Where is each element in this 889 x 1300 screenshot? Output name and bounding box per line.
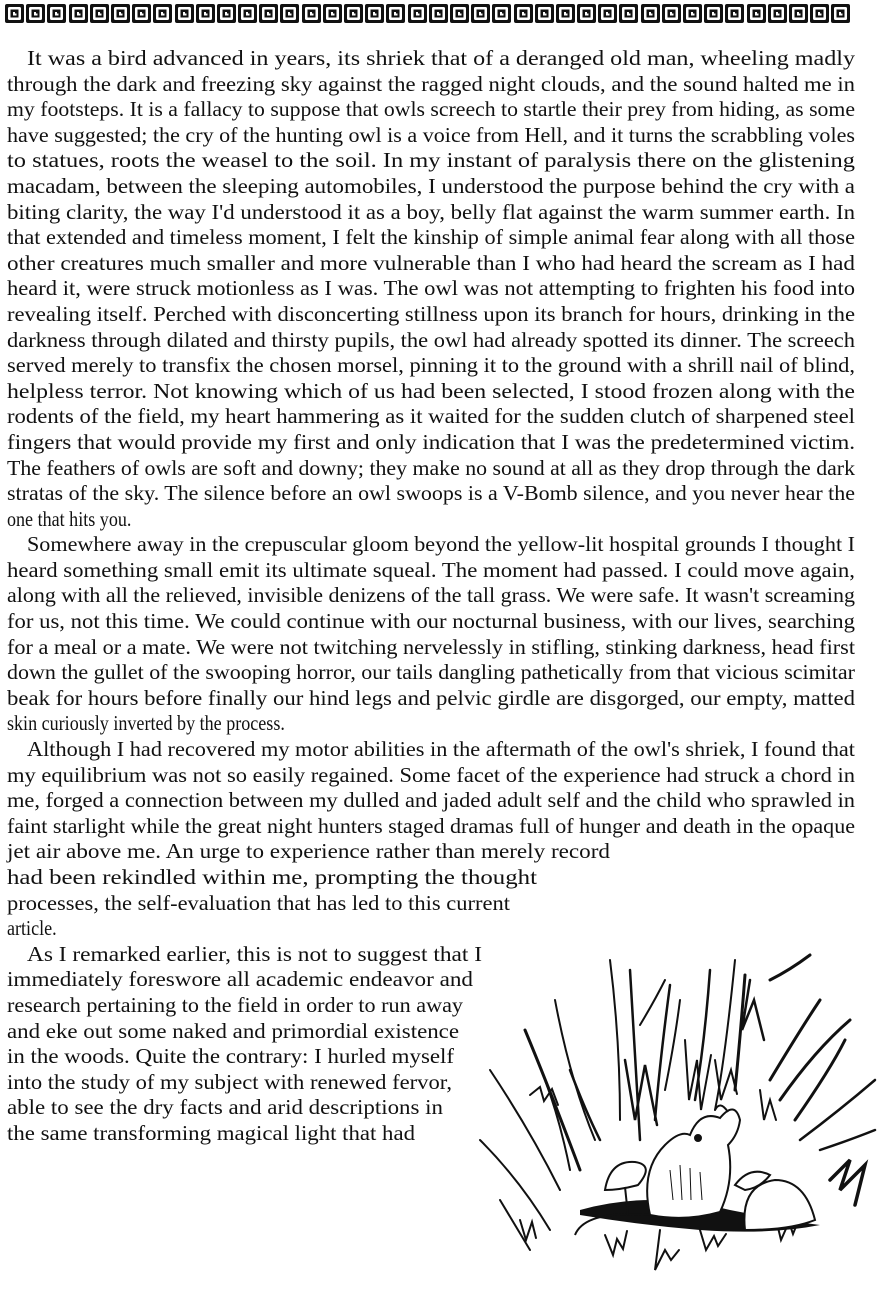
- text-line-content: beak for hours before finally our hind legs and pelvic girdle are disgorged, our empty, matted: [7, 685, 855, 710]
- square-spiral-icon: [809, 3, 830, 24]
- text-line: [7, 609, 855, 635]
- text-line: [7, 660, 855, 686]
- text-line-content: and eke out some naked and primordial existence: [7, 1018, 459, 1043]
- square-spiral-icon: [343, 3, 364, 24]
- square-spiral-icon: [703, 3, 724, 24]
- text-line-content: research pertaining to the field in order to run away: [7, 992, 464, 1017]
- text-line-content: through the dark and freezing sky against the ragged night clouds, and the sound halted me in: [7, 71, 855, 96]
- square-spiral-icon: [195, 3, 216, 24]
- square-spiral-icon: [682, 3, 703, 24]
- square-spiral-icon: [428, 3, 449, 24]
- square-spiral-icon: [661, 3, 682, 24]
- square-spiral-icon: [237, 3, 258, 24]
- text-line-content: rodents of the field, my heart hammering as it waited for the sudden clutch of sharpened steel: [7, 404, 855, 429]
- text-line-content: stratas of the sky. The silence before an owl swoops is a V-Bomb silence, and you never hear the: [7, 481, 856, 506]
- square-spiral-icon: [46, 3, 67, 24]
- text-line: [7, 328, 855, 354]
- text-line: [7, 583, 855, 609]
- text-line: [7, 814, 855, 840]
- square-spiral-icon: [407, 3, 428, 24]
- text-line: [7, 481, 855, 507]
- text-line: [7, 558, 855, 584]
- square-spiral-icon: [788, 3, 809, 24]
- text-line: [7, 200, 855, 226]
- text-line-content: my equilibrium was not so easily regained. Some facet of the experience had struck a chord in: [7, 762, 855, 787]
- square-spiral-icon: [301, 3, 322, 24]
- square-spiral-icon: [597, 3, 618, 24]
- text-line-content: heard it, were struck motionless as I was. The owl was not attempting to frighten his food into: [7, 276, 855, 301]
- text-line: [7, 737, 855, 763]
- square-spiral-icon: [724, 3, 745, 24]
- text-line: [7, 225, 855, 251]
- text-line: [7, 456, 855, 482]
- text-line: [7, 72, 855, 98]
- text-line-content: other creatures much smaller and more vulnerable than I who had heard the scream as I had: [7, 250, 855, 275]
- square-spiral-icon: [364, 3, 385, 24]
- text-line-content: had been rekindled within me, prompting the thought: [7, 865, 537, 889]
- square-spiral-icon: [449, 3, 470, 24]
- text-line: [7, 97, 855, 123]
- text-line-content: immediately foreswore all academic endeavor and: [7, 967, 473, 992]
- text-line-content: It was a bird advanced in years, its shriek that of a deranged old man, wheeling madly: [27, 46, 855, 70]
- text-line-content: served merely to transfix the chosen morsel, pinning it to the ground with a shrill nail of blind,: [7, 353, 855, 378]
- square-spiral-icon: [174, 3, 195, 24]
- text-line: [7, 123, 855, 149]
- text-line: [7, 302, 855, 328]
- square-spiral-icon: [746, 3, 767, 24]
- text-line-content: Somewhere away in the crepuscular gloom beyond the yellow-lit hospital grounds I thought I: [27, 532, 855, 557]
- text-line: [7, 174, 855, 200]
- text-line-content: into the study of my subject with renewed fervor,: [7, 1069, 452, 1094]
- text-line-content: macadam, between the sleeping automobiles, I understood the purpose behind the cry with a: [7, 173, 856, 198]
- square-spiral-icon: [25, 3, 46, 24]
- text-line-content: have suggested; the cry of the hunting owl is a voice from Hell, and it turns the scrabbling voles: [7, 122, 855, 147]
- text-line-content: that extended and timeless moment, I felt the kinship of simple animal fear along with all those: [7, 225, 855, 250]
- text-line: [7, 891, 855, 917]
- square-spiral-icon: [618, 3, 639, 24]
- text-line-content: revealing itself. Perched with disconcerting stillness upon its branch for hours, drinking in the: [7, 301, 856, 326]
- text-line: [7, 763, 855, 789]
- square-spiral-icon: [576, 3, 597, 24]
- text-line: [7, 251, 855, 277]
- mouse: [647, 1105, 740, 1217]
- text-line: [7, 276, 855, 302]
- text-line: [7, 686, 855, 712]
- mouse-in-grass-illustration: [470, 940, 889, 1300]
- text-line-content: along with all the relieved, invisible denizens of the tall grass. We were safe. It wasn't screaming: [7, 583, 856, 608]
- text-line-content: As I remarked earlier, this is not to suggest that I: [27, 941, 482, 966]
- square-spiral-icon: [131, 3, 152, 24]
- text-line-content: faint starlight while the great night hunters staged dramas full of hunger and death in the opaque: [7, 813, 855, 838]
- text-line: [7, 46, 855, 72]
- square-spiral-icon: [4, 3, 25, 24]
- text-line-content: in the woods. Quite the contrary: I hurled myself: [7, 1044, 454, 1069]
- text-line: [7, 916, 855, 942]
- square-spiral-icon: [640, 3, 661, 24]
- text-line-content: my footsteps. It is a fallacy to suppose that owls screech to startle their prey from hiding, as some: [7, 97, 855, 122]
- text-line-content: darkness through dilated and thirsty pupils, the owl had already spotted its dinner. The screech: [7, 327, 856, 352]
- text-line: [7, 532, 855, 558]
- square-spiral-icon: [513, 3, 534, 24]
- square-spiral-icon: [279, 3, 300, 24]
- text-line: [7, 865, 855, 891]
- square-spiral-icon: [555, 3, 576, 24]
- text-line-content: Although I had recovered my motor abilities in the aftermath of the owl's shriek, I found that: [27, 737, 855, 762]
- text-line-content: for us, not this time. We could continue with our nocturnal business, with our lives, searching: [7, 609, 855, 634]
- text-line-content: fingers that would provide my first and only indication that I was the predetermined victim.: [7, 429, 855, 454]
- text-line-content: processes, the self-evaluation that has led to this current: [7, 890, 511, 915]
- square-spiral-icon: [385, 3, 406, 24]
- square-spiral-icon: [830, 3, 851, 24]
- decorative-border: [4, 3, 852, 25]
- square-spiral-icon: [68, 3, 89, 24]
- text-line: [7, 635, 855, 661]
- text-line-content: biting clarity, the way I'd understood it as a boy, belly flat against the warm summer earth. In: [7, 199, 855, 224]
- text-line-content: one that hits you.: [7, 506, 132, 531]
- text-line-content: heard something small emit its ultimate squeal. The moment had passed. I could move again,: [7, 557, 856, 582]
- text-line: [7, 839, 855, 865]
- text-line-content: the same transforming magical light that had: [7, 1120, 415, 1145]
- text-line-content: helpless terror. Not knowing which of us had been selected, I stood frozen along with the: [7, 378, 855, 403]
- text-line: [7, 430, 855, 456]
- text-line: [7, 711, 855, 737]
- square-spiral-icon: [767, 3, 788, 24]
- text-line: [7, 404, 855, 430]
- text-line-content: article.: [7, 916, 57, 941]
- square-spiral-icon: [152, 3, 173, 24]
- text-line-content: me, forged a connection between my dulled and jaded adult self and the child who sprawled in: [7, 788, 855, 813]
- text-line-content: The feathers of owls are soft and downy; they make no sound at all as they drop through the dark: [7, 455, 856, 480]
- square-spiral-icon: [89, 3, 110, 24]
- text-line-content: able to see the dry facts and arid descriptions in: [7, 1095, 443, 1120]
- text-line: [7, 353, 855, 379]
- text-line: [7, 507, 855, 533]
- text-line-content: for a meal or a mate. We were not twitching nervelessly in stifling, stinking darkness, head first: [7, 634, 855, 659]
- text-line-content: to statues, roots the weasel to the soil. In my instant of paralysis there on the glistening: [7, 148, 855, 173]
- mushroom-large: [735, 1172, 815, 1230]
- square-spiral-icon: [470, 3, 491, 24]
- square-spiral-icon: [216, 3, 237, 24]
- text-line: [7, 379, 855, 405]
- text-line: [7, 788, 855, 814]
- text-line: [7, 148, 855, 174]
- text-line-content: down the gullet of the swooping horror, our tails dangling pathetically from that vicious scimitar: [7, 660, 855, 685]
- square-spiral-icon: [110, 3, 131, 24]
- square-spiral-icon: [258, 3, 279, 24]
- square-spiral-icon: [491, 3, 512, 24]
- text-line-content: skin curiously inverted by the process.: [7, 711, 285, 736]
- square-spiral-icon: [322, 3, 343, 24]
- text-line-content: jet air above me. An urge to experience rather than merely record: [7, 839, 610, 864]
- square-spiral-icon: [534, 3, 555, 24]
